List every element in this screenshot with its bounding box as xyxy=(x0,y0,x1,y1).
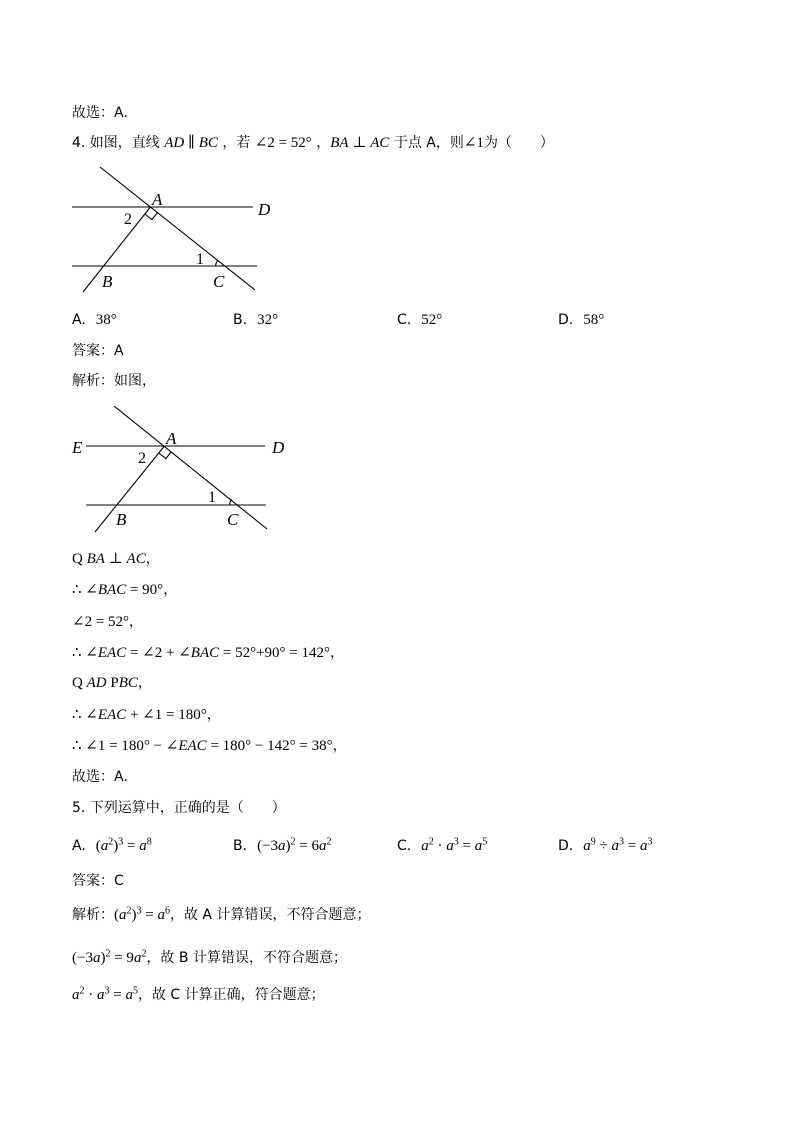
text-run: ， xyxy=(163,582,178,598)
option-a xyxy=(72,833,152,859)
option-label: A. xyxy=(72,312,86,328)
option-label: B. xyxy=(233,312,248,328)
exponent: 6 xyxy=(164,905,170,917)
exponent: 3 xyxy=(647,836,653,848)
point-label-c: C xyxy=(213,272,225,291)
option-label: D. xyxy=(558,312,574,328)
exponent: 2 xyxy=(79,985,85,997)
option-value xyxy=(583,838,652,854)
option-label: C. xyxy=(397,838,412,854)
exponent: 5 xyxy=(482,836,488,848)
angle-label-2: 2 xyxy=(138,450,146,467)
text-run: ，故 C 计算正确，符合题意； xyxy=(137,987,325,1003)
option-d xyxy=(558,310,604,330)
text-run: 解析：如图， xyxy=(72,373,156,389)
text-run: ，若 xyxy=(217,135,255,151)
text-run: 为（ ） xyxy=(483,135,554,151)
exponent: 3 xyxy=(453,836,459,848)
math-variable: a xyxy=(583,838,591,854)
math-variable: a xyxy=(421,838,429,854)
exponent: 2 xyxy=(290,836,296,848)
angle-label-1: 1 xyxy=(208,489,216,506)
segment-ab xyxy=(95,446,164,532)
math-symbols: ∠2 = 52° xyxy=(254,135,312,151)
exponent: 2 xyxy=(108,836,114,848)
transversal-ac xyxy=(114,406,267,529)
math-symbols: ∴ ∠ xyxy=(72,707,98,723)
math-variable: a xyxy=(157,907,165,923)
option-a xyxy=(72,310,117,330)
right-angle-mark xyxy=(145,213,158,220)
math-symbols: ∠2 = 52° xyxy=(72,614,130,630)
math-symbols: ∴ ∠ xyxy=(72,582,98,598)
math-variable: a xyxy=(119,907,127,923)
math-symbols: = xyxy=(123,838,140,854)
math-variable: BAC xyxy=(97,582,127,598)
point-label-b: B xyxy=(102,272,113,291)
text-run: ， xyxy=(145,551,160,567)
math-symbols: 32° xyxy=(257,312,279,328)
option-c xyxy=(397,310,442,330)
exponent: 2 xyxy=(428,836,434,848)
text-run: 5. 下列运算中，正确的是（ ） xyxy=(72,800,286,816)
option-value xyxy=(96,838,152,854)
math-variable: a xyxy=(100,838,109,854)
math-symbols: = 9 xyxy=(110,950,134,966)
text-run: ， xyxy=(332,738,347,754)
math-variable: a xyxy=(319,838,327,854)
math-symbols: + ∠1 = 180° xyxy=(126,707,207,723)
option-value xyxy=(257,312,278,328)
option-label: D. xyxy=(558,838,574,854)
option-value xyxy=(583,312,604,328)
solution-step xyxy=(72,905,370,925)
text-run: ，故 A 计算错误，不符合题意； xyxy=(169,907,371,923)
question-4-options xyxy=(0,310,794,330)
question-4-analysis-figure xyxy=(65,402,299,534)
point-label-a: A xyxy=(152,190,163,209)
math-variable: a xyxy=(133,950,142,966)
math-variable: a xyxy=(446,838,454,854)
exponent: 2 xyxy=(105,948,111,960)
math-symbols: ⊥ xyxy=(104,551,127,567)
math-symbols: (−3 xyxy=(72,950,93,966)
point-label-d: D xyxy=(258,200,271,219)
point-label-d: D xyxy=(272,438,285,457)
option-label: A. xyxy=(72,838,86,854)
math-symbols: = 6 xyxy=(295,838,319,854)
math-symbols: = 180° − 142° = 38° xyxy=(206,738,333,754)
solution-step xyxy=(72,673,152,693)
option-value xyxy=(257,838,331,854)
question-4-figure xyxy=(65,163,285,295)
math-symbols: ) xyxy=(100,950,106,966)
solution-step xyxy=(72,643,344,663)
point-label-a: A xyxy=(166,429,177,448)
text-run: 解析： xyxy=(72,907,114,923)
question-4-answer xyxy=(72,341,124,361)
text-run: 答案：A xyxy=(72,343,124,359)
angle-label-1: 1 xyxy=(196,251,204,268)
option-label: B. xyxy=(233,838,248,854)
math-symbols: Q xyxy=(72,551,87,567)
math-variable: a xyxy=(639,838,648,854)
math-symbols: ) xyxy=(285,838,291,854)
math-symbols: ( xyxy=(114,907,119,923)
math-symbols: = 90° xyxy=(126,582,164,598)
math-symbols: 52° xyxy=(421,312,443,328)
math-symbols: ÷ xyxy=(595,838,612,854)
math-variable: BAC xyxy=(190,645,220,661)
solution-step xyxy=(72,736,347,756)
text-run: 答案：C xyxy=(72,873,124,889)
text-run: ， xyxy=(129,614,144,630)
math-variable: AD xyxy=(86,675,107,691)
math-symbols: = xyxy=(623,838,640,854)
math-symbols: = ∠2 + ∠ xyxy=(126,645,191,661)
angle-1-arc xyxy=(230,499,232,505)
math-symbols: ∥ xyxy=(184,135,199,151)
math-variable: BA xyxy=(86,551,105,567)
question-4-stem xyxy=(72,133,554,153)
math-symbols: ) xyxy=(113,838,119,854)
exponent: 9 xyxy=(590,836,596,848)
text-run: ， xyxy=(330,645,344,661)
math-symbols: = xyxy=(109,987,126,1003)
math-variable: EAC xyxy=(97,645,127,661)
math-symbols: = xyxy=(141,907,158,923)
solution-step xyxy=(72,612,143,632)
question-5-answer xyxy=(72,871,124,891)
math-variable: a xyxy=(139,838,147,854)
math-symbols: ⊥ xyxy=(348,135,371,151)
text-run: 于点 A，则 xyxy=(389,135,464,151)
angle-1-arc xyxy=(216,260,218,266)
math-symbols: ( xyxy=(95,838,101,854)
exponent: 3 xyxy=(618,836,624,848)
exponent: 2 xyxy=(141,948,147,960)
angle-label-2: 2 xyxy=(124,211,132,228)
math-variable: AD xyxy=(164,135,185,151)
math-symbols: ∠1 xyxy=(463,135,484,151)
math-variable: a xyxy=(474,838,483,854)
math-symbols: = 52°+90° = 142° xyxy=(219,645,330,661)
text-run: 故选：A． xyxy=(72,769,138,785)
math-variable: BA xyxy=(330,135,349,151)
solution-step xyxy=(72,549,160,569)
math-symbols: (−3 xyxy=(257,838,279,854)
exponent: 2 xyxy=(126,905,132,917)
math-variable: a xyxy=(125,987,133,1003)
solution-step xyxy=(72,705,221,725)
math-variable: EAC xyxy=(178,738,207,754)
question-4-analysis-intro xyxy=(72,371,156,391)
math-symbols: ) xyxy=(131,907,137,923)
exponent: 2 xyxy=(326,836,332,848)
math-symbols: ∴ ∠1 = 180° − ∠ xyxy=(72,738,179,754)
option-value xyxy=(421,312,442,328)
text-run: ， xyxy=(206,707,221,723)
text-run: 4. 如图，直线 xyxy=(72,135,165,151)
math-variable: a xyxy=(278,838,286,854)
point-label-e: E xyxy=(72,438,83,457)
math-variable: a xyxy=(97,987,105,1003)
math-variable: AC xyxy=(370,135,390,151)
math-variable: a xyxy=(611,838,619,854)
exponent: 3 xyxy=(118,836,124,848)
point-label-c: C xyxy=(227,510,239,529)
question-5-stem xyxy=(72,798,286,818)
math-symbols: Q xyxy=(72,675,87,691)
exponent: 5 xyxy=(132,985,138,997)
solution-step xyxy=(72,948,347,968)
option-b xyxy=(233,833,332,859)
math-variable: BC xyxy=(118,675,138,691)
option-d xyxy=(558,833,652,859)
q3-conclusion xyxy=(72,103,138,123)
exponent: 3 xyxy=(104,985,110,997)
option-label: C. xyxy=(397,312,412,328)
exponent: 8 xyxy=(146,836,152,848)
option-b xyxy=(233,310,278,330)
option-value xyxy=(421,838,487,854)
option-value xyxy=(96,312,117,328)
solution-step xyxy=(72,580,177,600)
math-variable: a xyxy=(92,950,101,966)
exponent: 3 xyxy=(136,905,142,917)
math-variable: EAC xyxy=(97,707,127,723)
math-symbols: ∴ ∠ xyxy=(72,645,98,661)
math-symbols: 38° xyxy=(95,312,117,328)
math-variable: AC xyxy=(126,551,146,567)
segment-ab xyxy=(83,207,150,292)
text-run: ， xyxy=(137,675,152,691)
math-variable: a xyxy=(72,987,80,1003)
math-symbols: · xyxy=(84,987,97,1003)
math-symbols: · xyxy=(433,838,447,854)
math-variable: BC xyxy=(198,135,218,151)
text-run: 故选：A． xyxy=(72,105,138,121)
right-angle-mark xyxy=(159,452,172,459)
text-run: ，故 B 计算错误，不符合题意； xyxy=(146,950,347,966)
math-symbols: = xyxy=(458,838,475,854)
transversal-ac xyxy=(100,167,255,290)
option-c xyxy=(397,833,487,859)
solution-step xyxy=(72,985,325,1005)
math-symbols: P xyxy=(106,675,119,691)
point-label-b: B xyxy=(116,510,127,529)
question-5-options xyxy=(0,833,794,859)
math-symbols: 58° xyxy=(583,312,605,328)
text-run: ， xyxy=(311,135,331,151)
question-4-conclusion xyxy=(72,767,138,787)
